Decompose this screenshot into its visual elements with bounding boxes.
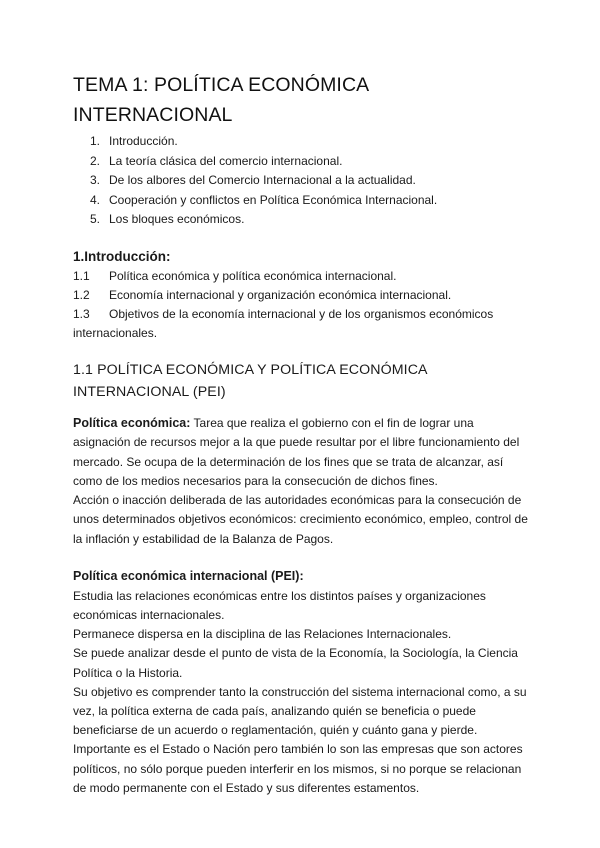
intro-item-number: 1.1: [73, 268, 90, 283]
pei-paragraph: Estudia las relaciones económicas entre los distintos países y organizaciones económicas internacionales.: [73, 588, 486, 622]
toc-item: [73, 171, 533, 191]
toc-number: 2.: [90, 153, 101, 168]
pe-definition: [73, 414, 533, 491]
table-of-contents: [73, 132, 533, 230]
toc-text: Cooperación y conflictos en Política Económica Internacional.: [109, 192, 438, 207]
pei-paragraph: Permanece dispersa en la disciplina de las Relaciones Internacionales.: [73, 627, 452, 642]
toc-item: [73, 210, 533, 230]
toc-text: Los bloques económicos.: [109, 212, 245, 226]
intro-item-text: Política económica y política económica internacional.: [109, 268, 397, 283]
toc-item: [73, 152, 533, 172]
toc-number: 1.: [90, 134, 101, 148]
toc-number: 5.: [90, 212, 101, 226]
toc-number: 3.: [90, 173, 101, 187]
document-title: TEMA 1: POLÍTICA ECONÓMICA INTERNACIONAL: [73, 74, 369, 126]
section-heading: [73, 359, 533, 403]
intro-item-text: Economía internacional y organización económica internacional.: [109, 287, 452, 302]
pe-label: Política económica:: [73, 416, 191, 431]
document-content: [73, 70, 533, 798]
intro-item-number: 1.3: [73, 306, 90, 321]
pei-paragraph: Importante es el Estado o Nación pero también lo son las empresas que son actores políticos, no sólo porque pueden interferir en los mismos, si no porque se relacionan de modo permanente con el Estado y sus diferentes estamentos.: [73, 742, 523, 795]
section-heading-line2: INTERNACIONAL (PEI): [73, 383, 226, 400]
toc-item: [73, 191, 533, 211]
pei-paragraph: Su objetivo es comprender tanto la construcción del sistema internacional como, a su vez, la política externa de cada país, analizando quién se beneficia o puede beneficiarse de un acuerdo o reglamentación, quién y cuánto gana y pierde.: [73, 684, 527, 738]
pe-definition-2: Acción o inacción deliberada de las autoridades económicas para la consecución de unos determinados objetivos económicos: crecimiento económico, empleo, control de la inflación y estabilidad de la Balanza de Pagos.: [73, 493, 528, 546]
intro-item: [73, 286, 533, 305]
section-heading-line1: 1.1 POLÍTICA ECONÓMICA Y POLÍTICA ECONÓMICA: [73, 361, 428, 378]
toc-text: De los albores del Comercio Internacional a la actualidad.: [109, 173, 416, 187]
toc-text: Introducción.: [109, 134, 178, 148]
intro-item: [73, 305, 533, 343]
pei-paragraph: Se puede analizar desde el punto de vista de la Economía, la Sociología, la Ciencia Política o la Historia.: [73, 646, 518, 680]
toc-text: La teoría clásica del comercio internacional.: [109, 153, 343, 168]
intro-item-text: Objetivos de la economía internacional y de los organismos económicos internacionales.: [73, 306, 494, 340]
intro-item: [73, 267, 533, 286]
intro-heading: 1.Introducción:: [73, 248, 171, 264]
toc-number: 4.: [90, 192, 101, 207]
pei-heading: Política económica internacional (PEI):: [73, 568, 304, 583]
pe-text: Tarea que realiza el gobierno con el fin de lograr una asignación de recursos mejor a la que puede resultar por el libre funcionamiento del mercado. Se ocupa de la determinación de los fines que se trata de alcanzar, así como de los medios necesarios para la consecución de dichos fines.: [73, 416, 520, 488]
toc-item: [73, 132, 533, 152]
intro-item-number: 1.2: [73, 287, 90, 302]
